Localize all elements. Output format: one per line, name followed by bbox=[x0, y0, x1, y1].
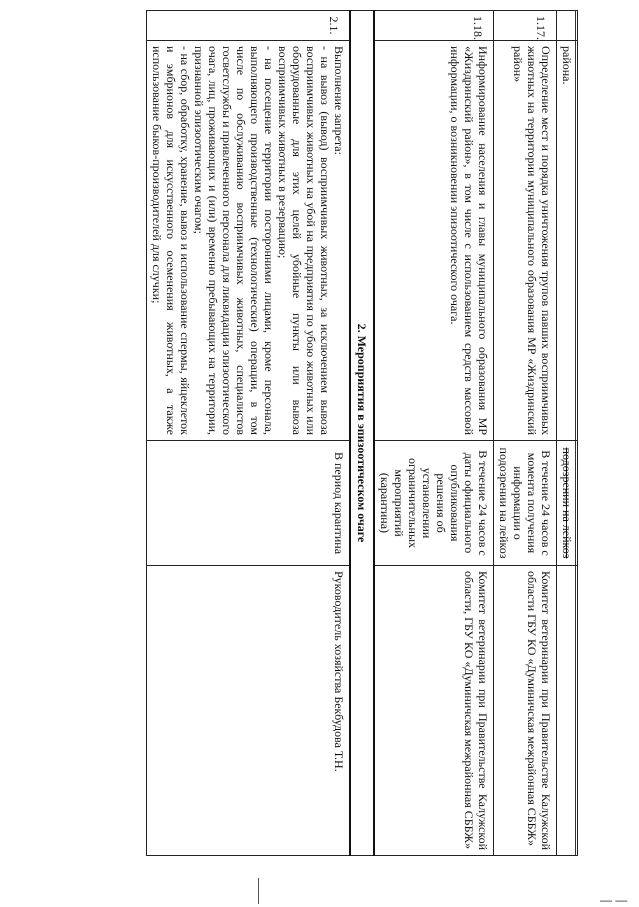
table-row-1-18 bbox=[374, 11, 494, 856]
section-title-2: 2. Мероприятия в эпизоотическом очаге bbox=[355, 323, 369, 543]
action-intro-2-1: Выполнение запрета: bbox=[332, 46, 346, 155]
row-number-1-18: 1.18. bbox=[471, 16, 485, 40]
table-row-prev bbox=[557, 11, 578, 856]
resp-text-1-17: Комитет ветеринарии при Правительстве Калужской области ГБУ КО «Думиничская межрайонная СББЖ» bbox=[525, 571, 553, 850]
action-text-1-18: Информирование населения и главы муниципального образования МР «Жиздринский район», в том числе с использованием средств массовой информации, о возникновении эпизоотического очага. bbox=[448, 46, 490, 435]
cell-action-1-17 bbox=[494, 41, 557, 441]
cell-num-1-18 bbox=[374, 11, 494, 41]
cell-action-2-1 bbox=[147, 41, 351, 441]
cell-resp-prev bbox=[557, 566, 578, 856]
cell-num-1-17 bbox=[494, 11, 557, 41]
table-section-row bbox=[350, 11, 374, 856]
action-bullet-2-1-a: - на вывоз (вывод) восприимчивых животных, за исключением вывоза восприимчивых животных на убой на предприятия по убою животных или оборудованные для этих целей убойные пункты или вывоза восприимчивых животных в резервацию; bbox=[276, 46, 332, 435]
cell-resp-2-1 bbox=[147, 566, 351, 856]
rotated-table-sheet bbox=[38, 10, 578, 855]
cell-action-1-18 bbox=[374, 41, 494, 441]
cell-num-2-1 bbox=[147, 11, 351, 41]
cell-term-1-18 bbox=[374, 441, 494, 566]
table-row-1-17 bbox=[494, 11, 557, 856]
corner-scan-mark: — — bbox=[600, 893, 628, 907]
resp-text-1-18: Комитет ветеринарии при Правительстве Калужской области, ГБУ КО «Думиничская межрайонная СББЖ» bbox=[462, 571, 490, 850]
term-text-1-18: В течение 24 часов с даты официального опубликования решения об установлении ограничительных мероприятий (карантина) bbox=[378, 450, 490, 556]
cell-action-prev bbox=[557, 41, 578, 441]
action-bullet-2-1-c: - на сбор, обработку, хранение, вывоз и использование спермы, яйцеклеток и эмбрионов для искусственного осеменения животных, а также использование быков-производителей для случки; bbox=[150, 46, 192, 435]
row-number-2-1: 2.1. bbox=[327, 16, 341, 35]
cell-term-2-1 bbox=[147, 441, 351, 566]
measures-table bbox=[146, 10, 578, 856]
action-text-1-17: Определение мест и порядка уничтожения трупов павших восприимчивых животных на территории муниципального образования МР «Жиздринский район» bbox=[511, 46, 553, 435]
term-text-2-1: В период карантина bbox=[332, 451, 346, 555]
action-text-prev: района. bbox=[560, 46, 574, 85]
table-row-2-1 bbox=[147, 11, 351, 856]
action-bullet-2-1-b: - на посещение территории посторонними лицами, кроме персонала, выполняющего производственные (технологические) операции, в том числе по обслуживанию восприимчивых животных, специалистов госветслужбы и привлеченного персонала для ликвидации эпизоотического очага, лиц, проживающих и (или) временно пребывающих на территории, признанной эпизоотическим очагом; bbox=[192, 46, 276, 435]
term-text-prev: подозрении на лейкоз bbox=[560, 447, 574, 559]
cell-resp-1-17 bbox=[494, 566, 557, 856]
row-number-1-17: 1.17. bbox=[534, 16, 548, 40]
section-heading-2 bbox=[350, 11, 374, 856]
term-text-1-17: В течение 24 часов с момента получения информации о подозрении на лейкоз bbox=[497, 447, 553, 559]
cell-term-1-17 bbox=[494, 441, 557, 566]
resp-text-2-1: Руководитель хозяйства Бекбудова Т.Н. bbox=[332, 571, 346, 772]
cell-resp-1-18 bbox=[374, 566, 494, 856]
scan-margin-mark bbox=[258, 878, 259, 904]
cell-term-prev bbox=[557, 441, 578, 566]
cell-num-prev bbox=[557, 11, 578, 41]
